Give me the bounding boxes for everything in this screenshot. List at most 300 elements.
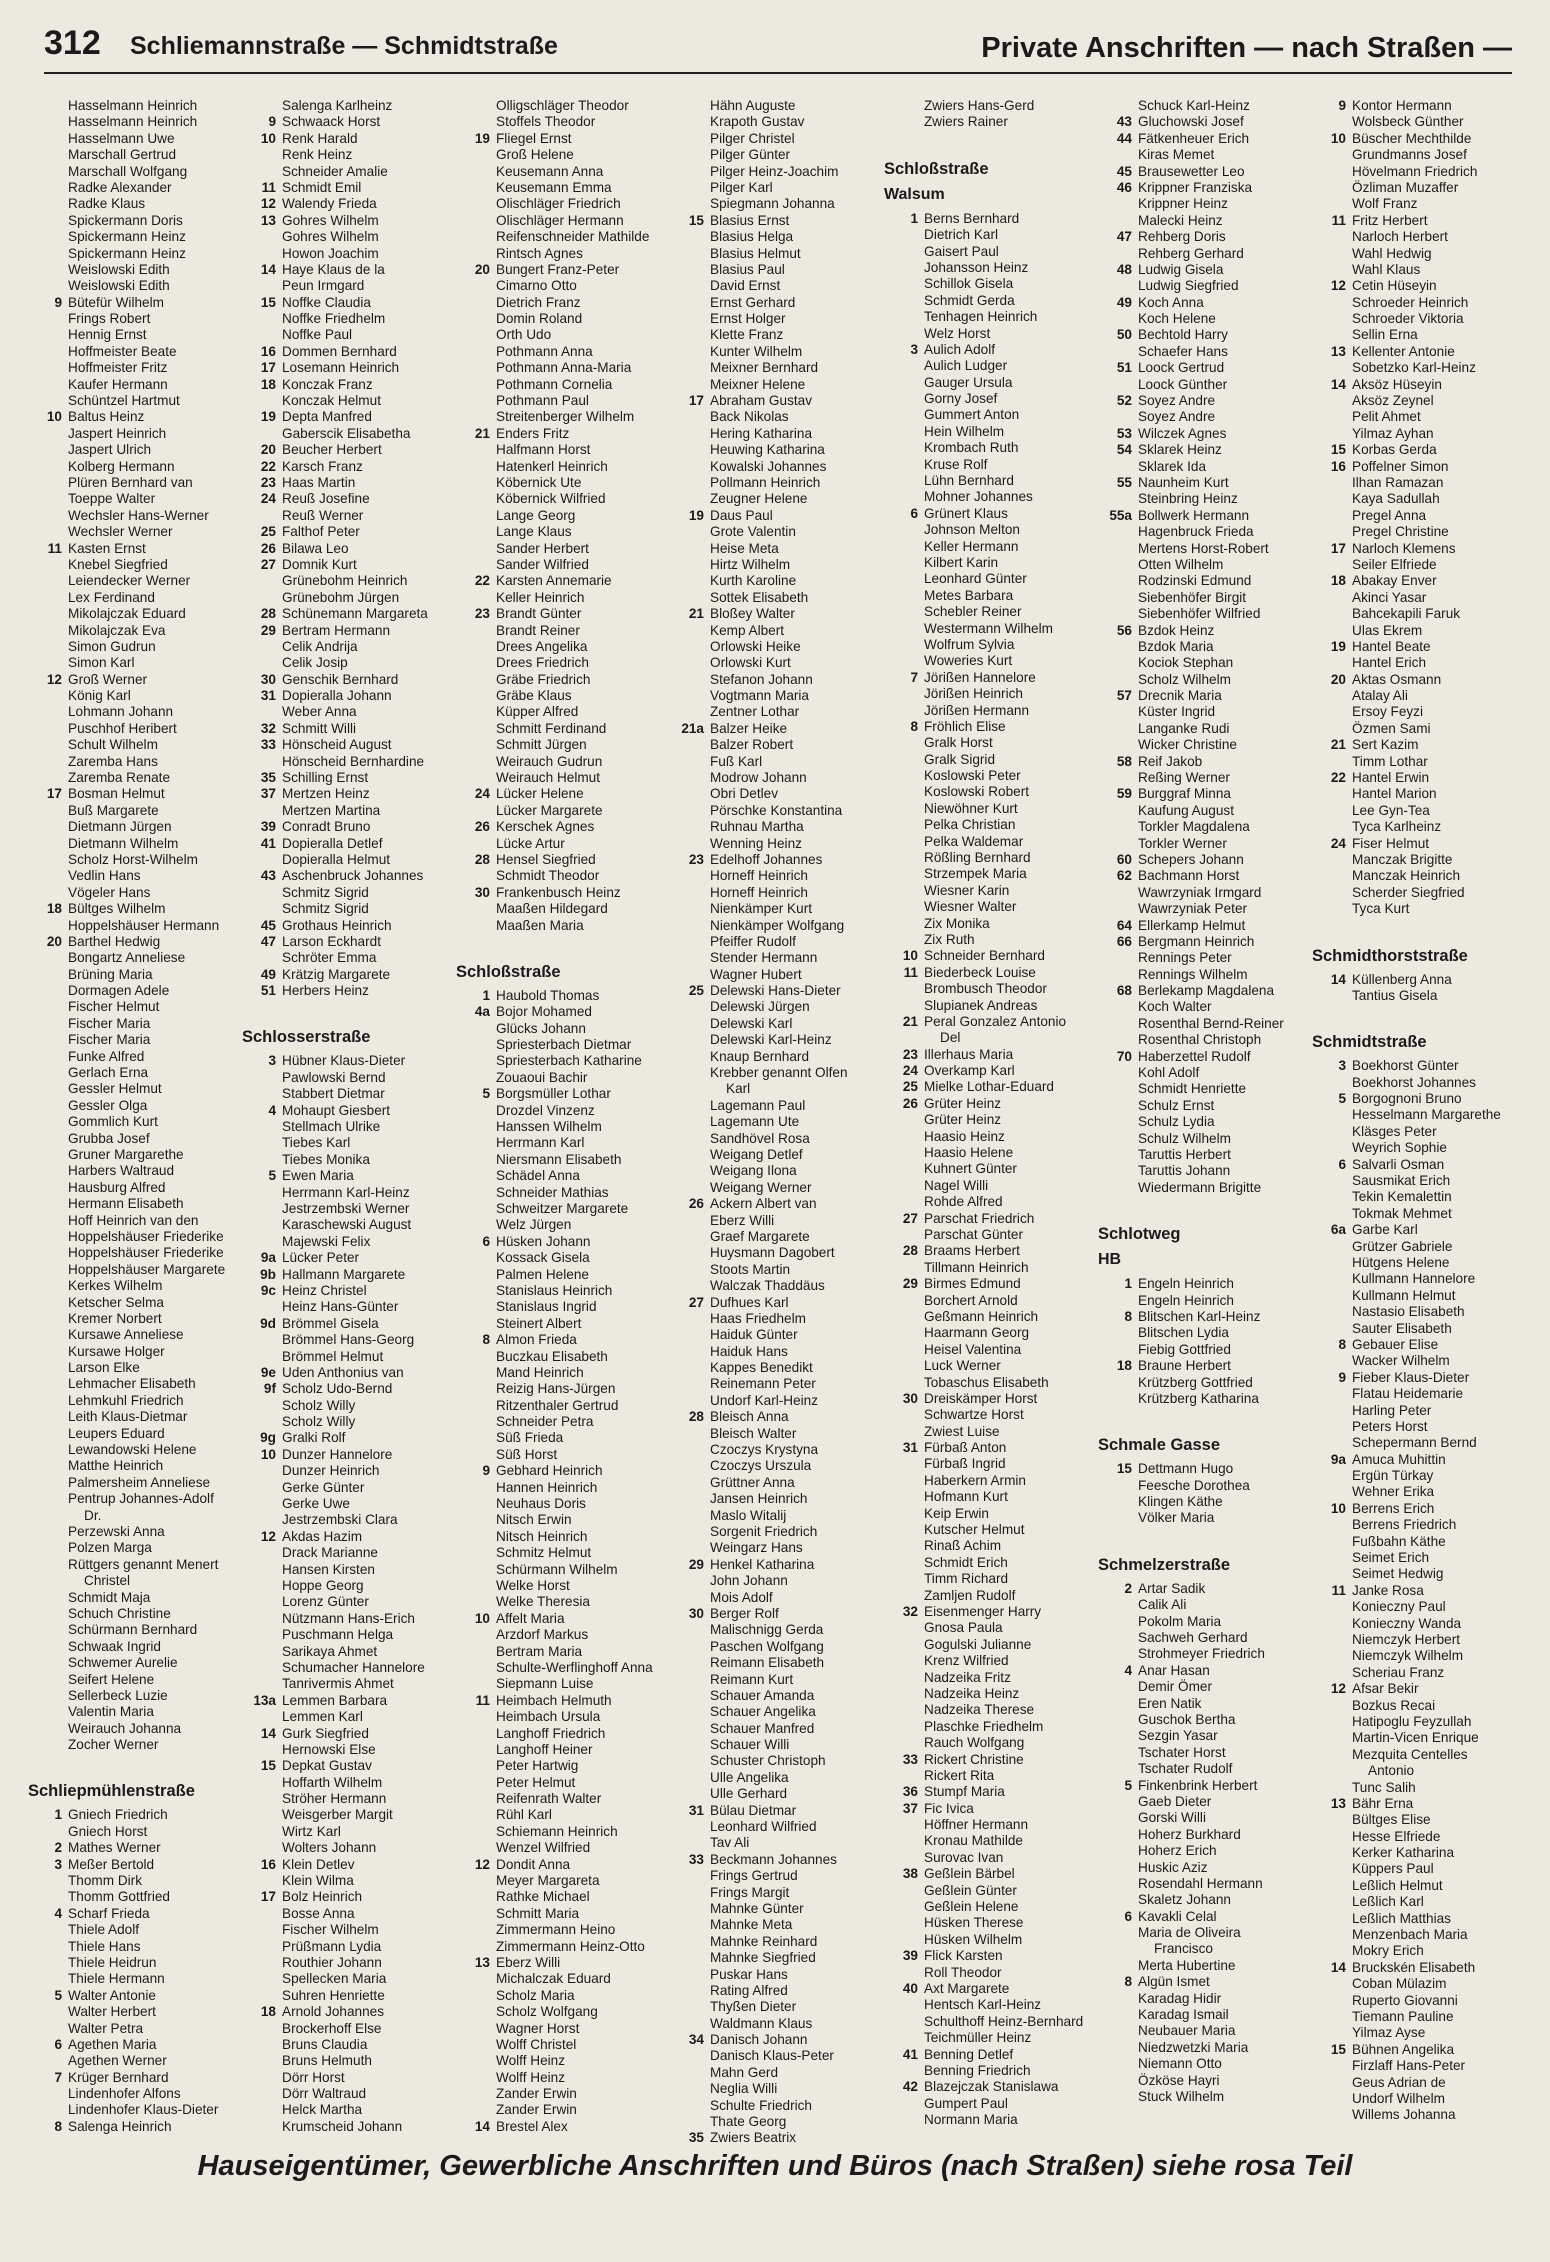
resident-entry: [884, 1702, 1092, 1718]
resident-name: Hüsken Johann: [496, 1233, 591, 1249]
directory-column-1: [28, 98, 236, 2135]
resident-entry: [1098, 1081, 1306, 1097]
resident-name: Scheriau Franz: [1352, 1664, 1445, 1680]
resident-name: Gnosa Paula: [924, 1620, 1003, 1636]
resident-name: Kläsges Peter: [1352, 1123, 1437, 1139]
resident-name: Hansen Kirsten: [282, 1561, 375, 1577]
resident-name: Zimmermann Heinz-Otto: [496, 1938, 645, 1954]
resident-entry: [1098, 885, 1306, 901]
resident-name: Keller Hermann: [924, 538, 1019, 554]
resident-entry: [28, 1557, 236, 1573]
resident-entry: [1312, 688, 1520, 704]
resident-name: Scherder Siegfried: [1352, 884, 1465, 900]
resident-entry: [1312, 311, 1520, 327]
resident-entry: [1098, 2056, 1306, 2072]
house-number: 21: [474, 425, 490, 441]
resident-entry: [456, 1037, 664, 1053]
resident-entry: [1098, 1391, 1306, 1407]
resident-entry: [884, 1112, 1092, 1128]
house-number: 9: [1338, 1369, 1346, 1385]
resident-name: Zaremba Renate: [68, 770, 171, 786]
resident-name: Hoppelshäuser Friederike: [68, 1228, 224, 1244]
resident-entry: [670, 2130, 878, 2146]
resident-name: Koslowski Peter: [924, 768, 1021, 784]
resident-entry: [1098, 426, 1306, 442]
resident-name: Overkamp Karl: [924, 1063, 1015, 1079]
resident-entry: [242, 918, 450, 934]
resident-name: Lindenhofer Alfons: [68, 2086, 181, 2102]
resident-name: Illerhaus Maria: [924, 1046, 1014, 1062]
resident-name: Stabbert Dietmar: [282, 1086, 385, 1102]
resident-entry: [28, 1032, 236, 1048]
resident-entry: [1312, 1698, 1520, 1714]
resident-entry: [1098, 1925, 1306, 1941]
resident-name: Hoherz Erich: [1138, 1843, 1217, 1859]
resident-entry: [456, 1578, 664, 1594]
resident-name: Krumscheid Johann: [282, 2118, 403, 2134]
resident-name: Spickermann Heinz: [68, 229, 186, 245]
resident-entry: [1312, 147, 1520, 163]
street-heading: Schliepmühlenstraße: [28, 1782, 195, 1801]
resident-entry: [456, 1316, 664, 1332]
resident-entry: [1312, 1648, 1520, 1664]
resident-entry: [28, 2102, 236, 2118]
resident-name: Czoczys Krystyna: [710, 1442, 819, 1458]
resident-name: Welz Horst: [924, 325, 991, 341]
resident-name: Gniech Horst: [68, 1823, 148, 1839]
resident-entry: [1098, 1745, 1306, 1761]
resident-entry: [670, 639, 878, 655]
resident-name: Jansen Heinrich: [710, 1491, 808, 1507]
resident-name: Gorny Josef: [924, 391, 998, 407]
resident-name: Gaberscik Elisabetha: [282, 425, 411, 441]
house-number: 33: [260, 737, 276, 753]
resident-name: Bühnen Angelika: [1352, 2041, 1455, 2057]
resident-entry: [1098, 262, 1306, 278]
resident-name: Stanislaus Ingrid: [496, 1299, 597, 1315]
resident-entry: [670, 934, 878, 950]
resident-entry: [670, 409, 878, 425]
resident-name: Scholz Maria: [496, 1987, 575, 2003]
resident-name: Haiduk Hans: [710, 1343, 788, 1359]
resident-name: Hütgens Helene: [1352, 1255, 1450, 1270]
resident-name: Suhren Henriette: [282, 1987, 385, 2003]
resident-entry: [884, 506, 1092, 522]
resident-entry: [1312, 1534, 1520, 1550]
resident-entry: [1312, 1894, 1520, 1910]
resident-entry: [242, 1414, 450, 1430]
resident-name: Küpper Alfred: [496, 704, 579, 720]
resident-name: Pörschke Konstantina: [710, 802, 843, 818]
resident-name: Bosse Anna: [282, 1905, 355, 1921]
resident-entry: [670, 672, 878, 688]
resident-entry: [1312, 1304, 1520, 1320]
house-number: 21: [1330, 737, 1346, 753]
resident-name: Reuß Josefine: [282, 491, 370, 507]
resident-entry: [28, 459, 236, 475]
resident-entry: [670, 98, 878, 114]
house-number: 24: [474, 786, 490, 802]
resident-name: Wechsler Hans-Werner: [68, 507, 209, 523]
resident-entry: [884, 1456, 1092, 1472]
resident-name: Drees Angelika: [496, 638, 588, 654]
resident-entry: [1098, 1646, 1306, 1662]
resident-entry: [1312, 655, 1520, 671]
resident-name: Jörißen Heinrich: [924, 686, 1023, 702]
resident-entry: [242, 2102, 450, 2118]
resident-entry: [28, 655, 236, 671]
resident-entry: [1312, 754, 1520, 770]
resident-name: Loock Günther: [1138, 376, 1228, 392]
house-number: 31: [260, 688, 276, 704]
resident-entry: [242, 1283, 450, 1299]
resident-name: Ewen Maria: [282, 1168, 354, 1184]
resident-name: Lohmann Johann: [68, 704, 174, 720]
resident-entry: [670, 754, 878, 770]
resident-name: Meixner Bernhard: [710, 360, 819, 376]
resident-name: Brandt Reiner: [496, 622, 580, 638]
resident-entry: [1312, 1107, 1520, 1123]
resident-entry: [456, 1939, 664, 1955]
resident-name: Flick Karsten: [924, 1948, 1003, 1964]
resident-name: Stellmach Ulrike: [282, 1119, 381, 1135]
resident-name: Gessler Olga: [68, 1097, 148, 1113]
resident-entry: [1312, 1452, 1520, 1468]
resident-entry: [242, 2086, 450, 2102]
resident-name: Drees Friedrich: [496, 655, 589, 671]
district-heading: Walsum: [884, 185, 945, 203]
resident-name: Peters Horst: [1352, 1418, 1428, 1434]
resident-name: Zwiers Rainer: [924, 114, 1008, 130]
house-number: 24: [260, 491, 276, 507]
resident-entry: [1098, 311, 1306, 327]
resident-entry: [456, 475, 664, 491]
resident-entry: [670, 2081, 878, 2097]
resident-name: Otten Wilhelm: [1138, 556, 1224, 572]
resident-entry: [1312, 1927, 1520, 1943]
resident-name: Bleisch Walter: [710, 1425, 797, 1441]
resident-name: Daus Paul: [710, 507, 773, 523]
house-number: 14: [1330, 971, 1346, 987]
house-number: 8: [1124, 1308, 1132, 1324]
resident-entry: [28, 1622, 236, 1638]
resident-name: Maaßen Hildegard: [496, 901, 608, 917]
resident-name: Thate Georg: [710, 2114, 787, 2130]
resident-name: Larson Elke: [68, 1360, 140, 1376]
house-number: 10: [902, 948, 918, 964]
resident-name: Steinbring Heinz: [1138, 491, 1238, 507]
house-number: 3: [1338, 1058, 1346, 1074]
resident-name: Gohres Wilhelm: [282, 229, 379, 245]
resident-entry: [884, 1440, 1092, 1456]
resident-entry: [884, 326, 1092, 342]
resident-name: Ulle Angelika: [710, 1769, 789, 1785]
resident-entry: [884, 916, 1092, 932]
resident-entry: [242, 213, 450, 229]
resident-entry: [242, 524, 450, 540]
resident-name: Thiele Adolf: [68, 1922, 140, 1938]
resident-name: Almon Frieda: [496, 1332, 577, 1348]
resident-entry: [670, 950, 878, 966]
resident-entry: [884, 1620, 1092, 1636]
resident-entry: [670, 2016, 878, 2032]
resident-name: Rößling Bernhard: [924, 850, 1031, 866]
resident-entry: [670, 327, 878, 343]
resident-name: Akinci Yasar: [1352, 589, 1427, 605]
resident-name: Grote Valentin: [710, 524, 796, 540]
resident-entry: [242, 1250, 450, 1266]
resident-name: Mielke Lothar-Eduard: [924, 1079, 1054, 1095]
resident-entry: [28, 754, 236, 770]
resident-entry: [242, 1447, 450, 1463]
resident-entry: [242, 1365, 450, 1381]
resident-entry: [670, 1278, 878, 1294]
resident-name: Rintsch Agnes: [496, 245, 583, 261]
resident-entry: [670, 1639, 878, 1655]
resident-name: Bozkus Recai: [1352, 1697, 1436, 1713]
resident-entry: [884, 1538, 1092, 1554]
resident-entry: [670, 1114, 878, 1130]
resident-entry: [1098, 1325, 1306, 1341]
resident-entry: [884, 653, 1092, 669]
resident-entry: [242, 1463, 450, 1479]
resident-entry: [1312, 360, 1520, 376]
resident-entry: [28, 1906, 236, 1922]
resident-entry: [1098, 786, 1306, 802]
resident-entry: [884, 1637, 1092, 1653]
house-number: 41: [902, 2046, 918, 2062]
resident-name: Rüttgers genannt Menert: [68, 1556, 219, 1572]
resident-entry: [1098, 2007, 1306, 2023]
resident-entry: [242, 1873, 450, 1889]
house-number: 10: [260, 130, 276, 146]
resident-name: Gommlich Kurt: [68, 1114, 158, 1130]
resident-name: Fröhlich Elise: [924, 718, 1006, 734]
resident-name: Schroeder Viktoria: [1352, 311, 1464, 327]
resident-name: Gräbe Klaus: [496, 688, 572, 704]
street-range-title: Schliemannstraße — Schmidtstraße: [130, 32, 558, 60]
resident-name: Fischer Helmut: [68, 999, 160, 1015]
resident-name: Matthe Heinrich: [68, 1458, 164, 1474]
resident-name: Westermann Wilhelm: [924, 620, 1053, 636]
resident-entry: [670, 1098, 878, 1114]
resident-name: Affelt Maria: [496, 1610, 565, 1626]
resident-entry: [1312, 1321, 1520, 1337]
resident-name: Peral Gonzalez Antonio: [924, 1013, 1067, 1029]
resident-entry: [670, 278, 878, 294]
street-heading: Schlosserstraße: [242, 1028, 371, 1047]
resident-entry: [670, 377, 878, 393]
resident-entry: [1098, 983, 1306, 999]
resident-name: Koslowski Robert: [924, 784, 1030, 800]
resident-name: Lühn Bernhard: [924, 473, 1014, 489]
resident-name: Loock Gertrud: [1138, 360, 1225, 376]
house-number: 16: [260, 1856, 276, 1872]
resident-name: Akdas Hazim: [282, 1528, 363, 1544]
resident-name: Karsch Franz: [282, 458, 363, 474]
resident-entry: [1312, 475, 1520, 491]
house-number: 14: [260, 261, 276, 277]
house-number: 23: [902, 1046, 918, 1062]
resident-entry: [242, 377, 450, 393]
resident-name: Delewski Jürgen: [710, 999, 810, 1015]
resident-name: Hering Katharina: [710, 425, 813, 441]
resident-name: Dörr Waltraud: [282, 2086, 367, 2102]
resident-name: Bülau Dietmar: [710, 1802, 797, 1818]
resident-name: Geßlein Bärbel: [924, 1866, 1015, 1882]
resident-entry: [28, 246, 236, 262]
house-number: 9a: [1330, 1451, 1346, 1467]
resident-entry: [670, 1950, 878, 1966]
resident-entry: [884, 1161, 1092, 1177]
resident-entry: [1312, 1681, 1520, 1697]
resident-entry: [670, 704, 878, 720]
resident-entry: [884, 1833, 1092, 1849]
resident-name: Renk Harald: [282, 130, 358, 146]
resident-entry: [1312, 1599, 1520, 1615]
house-number: 11: [475, 1692, 490, 1708]
resident-entry: [884, 1752, 1092, 1768]
resident-entry: [1098, 1131, 1306, 1147]
resident-name: Geßmann Heinrich: [924, 1308, 1039, 1324]
resident-entry: [28, 1147, 236, 1163]
resident-entry: [1098, 2073, 1306, 2089]
resident-name: Agethen Werner: [68, 2053, 167, 2069]
resident-name: Francisco: [1154, 1941, 1213, 1957]
resident-name: Krippner Franziska: [1138, 179, 1253, 195]
resident-entry: [1098, 901, 1306, 917]
resident-name: Grüter Heinz: [924, 1112, 1002, 1128]
resident-name: Gaisert Paul: [924, 243, 999, 259]
resident-entry: [28, 1737, 236, 1753]
resident-entry: [28, 508, 236, 524]
resident-name: Fürbaß Anton: [924, 1440, 1007, 1456]
resident-entry: [1098, 1358, 1306, 1374]
resident-entry: [1312, 1337, 1520, 1353]
resident-name: Niemczyk Herbert: [1352, 1631, 1461, 1647]
resident-name: Berlekamp Magdalena: [1138, 983, 1275, 999]
resident-name: Schmidt Henriette: [1138, 1081, 1247, 1097]
resident-name: Nastasio Elisabeth: [1352, 1304, 1465, 1320]
resident-entry: [670, 491, 878, 507]
resident-entry: [242, 868, 450, 884]
resident-entry: [28, 557, 236, 573]
resident-entry: [28, 262, 236, 278]
resident-entry: [28, 1163, 236, 1179]
resident-name: Dettmann Hugo: [1138, 1461, 1234, 1477]
resident-entry: [884, 1014, 1092, 1030]
resident-entry: [456, 246, 664, 262]
resident-name: Hüsken Wilhelm: [924, 1931, 1023, 1947]
resident-entry: [884, 1735, 1092, 1751]
resident-entry: [456, 1676, 664, 1692]
resident-name: Korbas Gerda: [1352, 442, 1437, 458]
resident-name: Haberzettel Rudolf: [1138, 1048, 1251, 1064]
resident-name: Krützberg Gottfried: [1138, 1374, 1253, 1390]
resident-name: Kellenter Antonie: [1352, 343, 1455, 359]
resident-name: Sellerbeck Luzie: [68, 1687, 168, 1703]
resident-entry: [1098, 836, 1306, 852]
resident-entry: [884, 1522, 1092, 1538]
resident-entry: [1098, 1892, 1306, 1908]
resident-entry: [242, 180, 450, 196]
resident-name: Funke Alfred: [68, 1048, 145, 1064]
resident-entry: [28, 1491, 236, 1507]
house-number: 24: [1330, 835, 1346, 851]
house-number: 29: [688, 1556, 704, 1572]
resident-entry: [28, 1098, 236, 1114]
resident-name: Niewöhner Kurt: [924, 800, 1018, 816]
resident-name: Neubauer Maria: [1138, 2023, 1236, 2039]
resident-name: Schuster Christoph: [710, 1753, 826, 1769]
resident-name: Berns Bernhard: [924, 210, 1020, 226]
resident-name: Mahnke Reinhard: [710, 1933, 818, 1949]
resident-entry: [456, 1889, 664, 1905]
resident-entry: [456, 1004, 664, 1020]
resident-entry: [1312, 1484, 1520, 1500]
resident-name: Gessler Helmut: [68, 1081, 162, 1097]
resident-name: Schulte-Werflinghoff Anna: [496, 1659, 653, 1675]
resident-name: Wahl Klaus: [1352, 261, 1421, 277]
house-number: 34: [688, 2032, 704, 2048]
resident-entry: [456, 1512, 664, 1528]
resident-entry: [884, 670, 1092, 686]
house-number: 15: [260, 1758, 276, 1774]
resident-name: Jestrzembski Werner: [282, 1201, 410, 1216]
resident-entry: [242, 1627, 450, 1643]
resident-entry: [884, 1407, 1092, 1423]
resident-name: Reifenschneider Mathilde: [496, 229, 650, 245]
resident-entry: [28, 1311, 236, 1327]
resident-name: Konczak Franz: [282, 376, 373, 392]
resident-name: Konieczny Paul: [1352, 1599, 1446, 1615]
resident-entry: [456, 196, 664, 212]
house-number: 26: [260, 540, 276, 556]
resident-name: Sklarek Ida: [1138, 458, 1207, 474]
resident-entry: [884, 1555, 1092, 1571]
resident-entry: [884, 998, 1092, 1014]
resident-entry: [456, 131, 664, 147]
resident-name: Langhoff Friedrich: [496, 1725, 606, 1741]
resident-entry: [1312, 590, 1520, 606]
resident-entry: [1098, 1098, 1306, 1114]
resident-entry: [456, 213, 664, 229]
resident-name: Glücks Johann: [496, 1020, 586, 1036]
resident-entry: [28, 311, 236, 327]
resident-entry: [28, 1262, 236, 1278]
section-spacer: [1312, 1004, 1520, 1028]
resident-entry: [456, 852, 664, 868]
resident-entry: [670, 1704, 878, 1720]
resident-entry: [28, 131, 236, 147]
resident-name: Haiduk Günter: [710, 1327, 798, 1343]
resident-entry: [884, 1079, 1092, 1095]
resident-name: Wenning Heinz: [710, 835, 802, 851]
resident-entry: [670, 1540, 878, 1556]
resident-entry: [670, 1672, 878, 1688]
resident-entry: [1312, 885, 1520, 901]
resident-entry: [670, 442, 878, 458]
resident-entry: [884, 2030, 1092, 2046]
resident-entry: [1312, 1632, 1520, 1648]
resident-entry: [1312, 491, 1520, 507]
resident-name: Lindenhofer Klaus-Dieter: [68, 2102, 219, 2118]
resident-name: Scholz Willy: [282, 1414, 356, 1430]
resident-entry: [884, 227, 1092, 243]
resident-name: Bechtold Harry: [1138, 327, 1228, 343]
resident-name: Leonhard Günter: [924, 571, 1027, 587]
resident-name: Soyez Andre: [1138, 409, 1216, 425]
